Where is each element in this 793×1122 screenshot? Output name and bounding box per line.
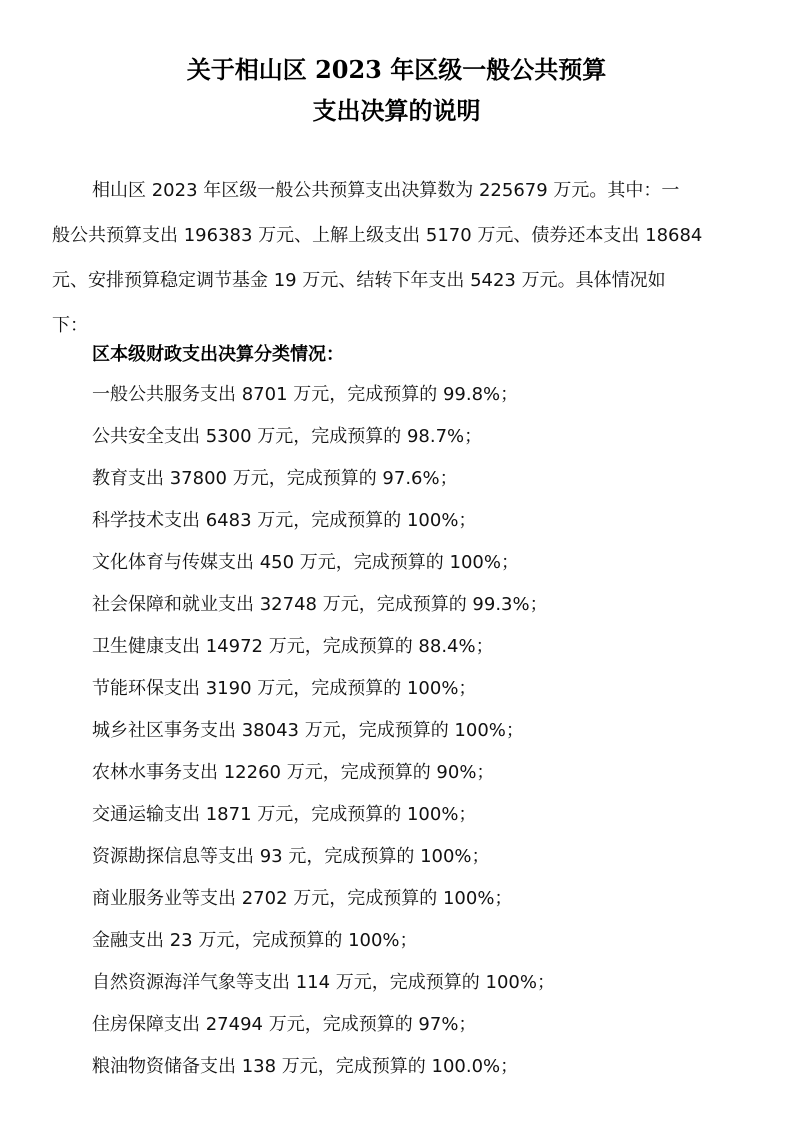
list-item: 商业服务业等支出 2702 万元，完成预算的 100%； bbox=[92, 888, 513, 909]
expenditure-list bbox=[92, 374, 555, 1088]
list-item: 科学技术支出 6483 万元，完成预算的 100%； bbox=[92, 510, 477, 531]
list-item: 自然资源海洋气象等支出 114 万元，完成预算的 100%； bbox=[92, 972, 555, 993]
list-item: 城乡社区事务支出 38043 万元，完成预算的 100%； bbox=[92, 720, 524, 741]
list-item: 文化体育与传媒支出 450 万元，完成预算的 100%； bbox=[92, 552, 519, 573]
list-item: 农林水事务支出 12260 万元，完成预算的 90%； bbox=[92, 762, 495, 783]
list-item: 教育支出 37800 万元，完成预算的 97.6%； bbox=[92, 468, 458, 489]
list-item: 社会保障和就业支出 32748 万元，完成预算的 99.3%； bbox=[92, 594, 548, 615]
list-item: 卫生健康支出 14972 万元，完成预算的 88.4%； bbox=[92, 636, 494, 657]
intro-line: 下： bbox=[52, 315, 88, 336]
list-item: 粮油物资储备支出 138 万元，完成预算的 100.0%； bbox=[92, 1056, 519, 1077]
intro-line: 元、安排预算稳定调节基金 19 万元、结转下年支出 5423 万元。具体情况如 bbox=[52, 270, 666, 291]
list-item: 一般公共服务支出 8701 万元，完成预算的 99.8%； bbox=[92, 384, 519, 405]
document-title-line-2: 支出决算的说明 bbox=[312, 96, 481, 125]
list-item: 资源勘探信息等支出 93 元，完成预算的 100%； bbox=[92, 846, 490, 867]
document-title-line-1: 关于相山区 2023 年区级一般公共预算 bbox=[186, 55, 607, 84]
list-item: 金融支出 23 万元，完成预算的 100%； bbox=[92, 930, 418, 951]
list-item: 交通运输支出 1871 万元，完成预算的 100%； bbox=[92, 804, 477, 825]
list-item: 住房保障支出 27494 万元，完成预算的 97%； bbox=[92, 1014, 477, 1035]
intro-line: 般公共预算支出 196383 万元、上解上级支出 5170 万元、债券还本支出 18684 bbox=[52, 225, 703, 246]
list-item: 节能环保支出 3190 万元，完成预算的 100%； bbox=[92, 678, 477, 699]
section-heading: 区本级财政支出决算分类情况： bbox=[92, 344, 344, 365]
intro-line: 相山区 2023 年区级一般公共预算支出决算数为 225679 万元。其中：一 bbox=[92, 180, 680, 201]
intro-paragraph bbox=[52, 168, 752, 348]
list-item: 公共安全支出 5300 万元，完成预算的 98.7%； bbox=[92, 426, 483, 447]
